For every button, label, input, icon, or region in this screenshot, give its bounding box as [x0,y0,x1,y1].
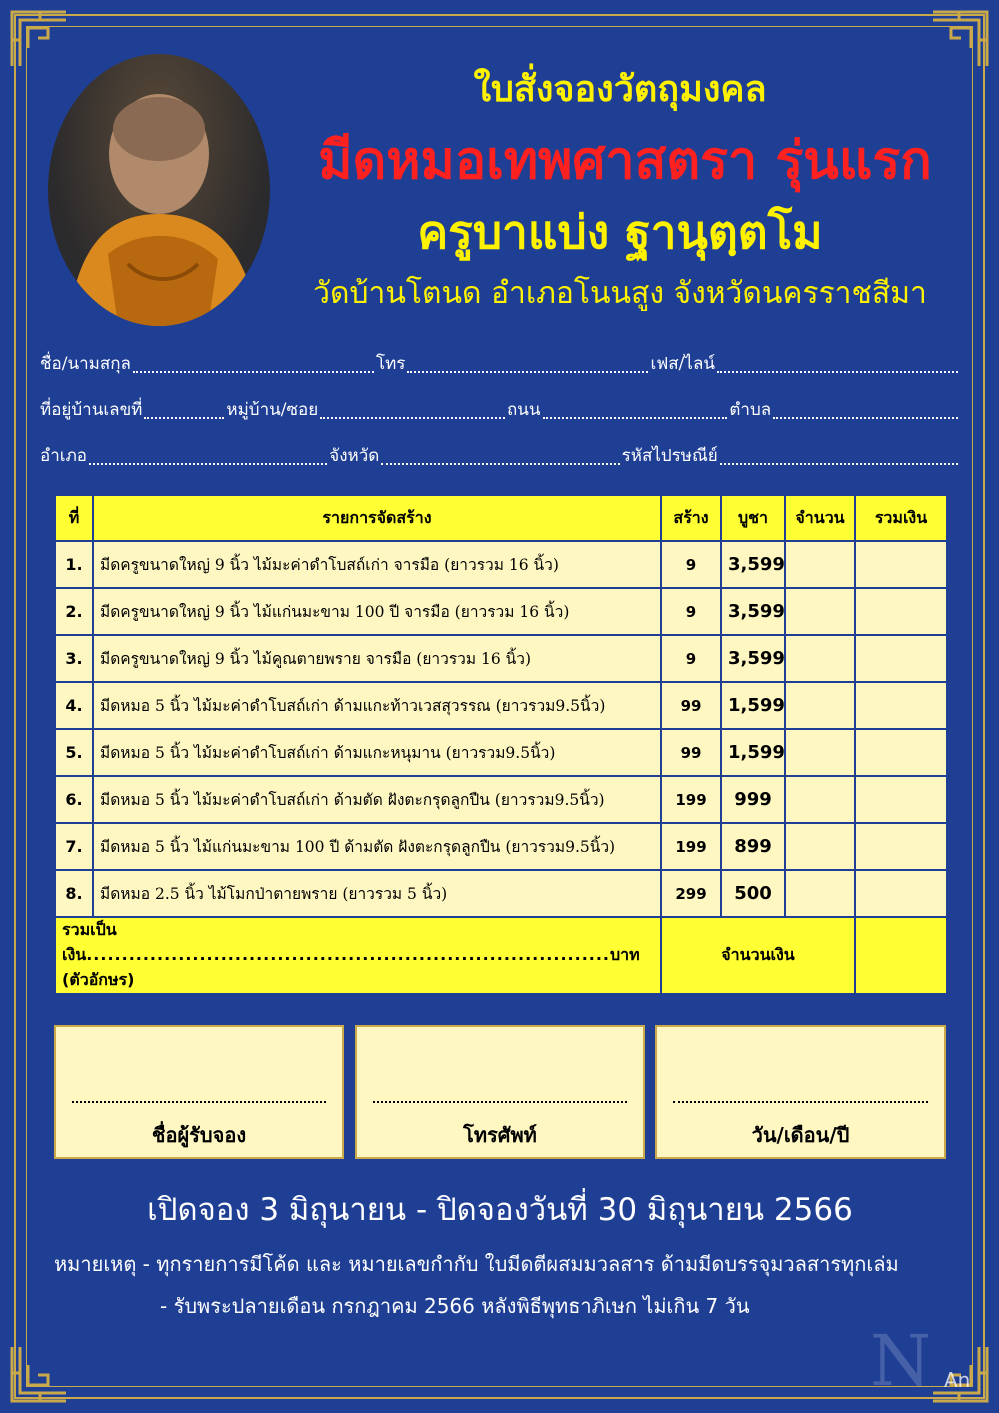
product-title: มีดหมอเทพศาสตรา รุ่นแรก [318,131,932,191]
postcode-label: รหัสไปรษณีย์ [621,446,718,466]
row-no: 4. [55,682,93,729]
row-no: 7. [55,823,93,870]
table-row [55,541,947,588]
header-made: สร้าง [661,495,721,541]
monk-portrait [48,54,270,326]
total-text-cell[interactable]: รวมเป็นเงิน..........................................................................บาท (ตัวอักษร) [55,917,661,994]
province-field[interactable] [381,463,619,465]
road-label: ถนน [507,400,541,420]
row-price: 3,599 [721,588,785,635]
receiver-signature-box[interactable] [54,1025,344,1159]
order-table [54,494,948,995]
watermark-logo: N [870,1320,932,1402]
row-made: 9 [661,541,721,588]
header-quantity: จำนวน [785,495,855,541]
booking-period: เปิดจอง 3 มิถุนายน - ปิดจองวันที่ 30 มิถุนายน 2566 [147,1192,853,1228]
row-no: 1. [55,541,93,588]
temple-address: วัดบ้านโตนด อำเภอโนนสูง จังหวัดนครราชสีมา [313,276,927,311]
table-header-row [55,495,947,541]
header-no: ที่ [55,495,93,541]
row-total-cell[interactable] [855,682,947,729]
row-total-cell[interactable] [855,729,947,776]
province-label: จังหวัด [329,446,380,466]
header-price: บูชา [721,495,785,541]
signature-line [373,1101,627,1103]
signature-line [673,1101,928,1103]
row-total-cell[interactable] [855,776,947,823]
row-total-cell[interactable] [855,635,947,682]
row-quantity-cell[interactable] [785,729,855,776]
row-made: 9 [661,635,721,682]
subdistrict-label: ตำบล [729,400,772,420]
watermark-text: An [944,1368,971,1392]
phone-caption: โทรศัพท์ [463,1123,537,1147]
row-price: 3,599 [721,541,785,588]
monk-name: ครูบาแบ่ง ฐานุตฺตโม [417,205,823,259]
name-label: ชื่อ/นามสกุล [40,354,131,374]
table-row [55,635,947,682]
row-total-cell[interactable] [855,541,947,588]
header-item: รายการจัดสร้าง [93,495,661,541]
row-made: 99 [661,729,721,776]
row-quantity-cell[interactable] [785,870,855,917]
table-row [55,776,947,823]
row-price: 1,599 [721,682,785,729]
date-signature-box[interactable] [655,1025,946,1159]
row-made: 299 [661,870,721,917]
row-no: 2. [55,588,93,635]
row-no: 8. [55,870,93,917]
row-made: 199 [661,776,721,823]
form-row-address [40,396,960,423]
road-field[interactable] [543,417,728,419]
corner-ornament-icon [8,8,70,70]
corner-ornament-icon [8,1343,70,1405]
address-label: ที่อยู่บ้านเลขที่ [40,400,143,420]
phone-label: โทร [375,354,406,374]
amount-label: จำนวนเงิน [661,917,855,994]
row-price: 500 [721,870,785,917]
row-made: 9 [661,588,721,635]
table-row [55,729,947,776]
row-quantity-cell[interactable] [785,776,855,823]
village-label: หมู่บ้าน/ซอย [226,400,319,420]
village-field[interactable] [320,417,505,419]
phone-signature-box[interactable] [355,1025,645,1159]
row-price: 1,599 [721,729,785,776]
form-row-name [40,350,960,377]
row-no: 5. [55,729,93,776]
subdistrict-field[interactable] [773,417,958,419]
total-label: รวมเป็นเงิน [62,920,117,964]
row-total-cell[interactable] [855,588,947,635]
postcode-field[interactable] [720,463,958,465]
facebook-field[interactable] [717,371,958,373]
amount-value-cell[interactable] [855,917,947,994]
document-title: ใบสั่งจองวัตถุมงคล [473,69,767,110]
date-caption: วัน/เดือน/ปี [751,1123,850,1147]
table-total-row [55,917,947,994]
table-row [55,588,947,635]
row-no: 6. [55,776,93,823]
name-field[interactable] [133,371,374,373]
row-item: มีดหมอ 5 นิ้ว ไม้แก่นมะขาม 100 ปี ด้ามตัด ฝังตะกรุดลูกปืน (ยาวรวม9.5นิ้ว) [93,823,661,870]
table-row [55,870,947,917]
row-item: มีดหมอ 5 นิ้ว ไม้มะค่าดำโบสถ์เก่า ด้ามตัด ฝังตะกรุดลูกปืน (ยาวรวม9.5นิ้ว) [93,776,661,823]
row-quantity-cell[interactable] [785,823,855,870]
row-made: 199 [661,823,721,870]
row-price: 3,599 [721,635,785,682]
row-price: 899 [721,823,785,870]
row-quantity-cell[interactable] [785,682,855,729]
row-price: 999 [721,776,785,823]
district-field[interactable] [89,463,327,465]
row-item: มีดหมอ 5 นิ้ว ไม้มะค่าดำโบสถ์เก่า ด้ามแกะหนุมาน (ยาวรวม9.5นิ้ว) [93,729,661,776]
row-no: 3. [55,635,93,682]
form-row-district [40,442,960,469]
row-total-cell[interactable] [855,823,947,870]
facebook-label: เฟส/ไลน์ [650,354,715,374]
receiver-caption: ชื่อผู้รับจอง [151,1123,247,1147]
row-item: มีดครูขนาดใหญ่ 9 นิ้ว ไม้มะค่าดำโบสถ์เก่า จารมือ (ยาวรวม 16 นิ้ว) [93,541,661,588]
row-made: 99 [661,682,721,729]
row-quantity-cell[interactable] [785,588,855,635]
row-quantity-cell[interactable] [785,541,855,588]
table-row [55,682,947,729]
district-label: อำเภอ [40,446,87,466]
row-item: มีดครูขนาดใหญ่ 9 นิ้ว ไม้คูณตายพราย จารมือ (ยาวรวม 16 นิ้ว) [93,635,661,682]
note-line-1: หมายเหตุ - ทุกรายการมีโค้ด และ หมายเลขกำกับ ใบมีดตีผสมมวลสาร ด้ามมีดบรรจุมวลสารทุกเล่ม [54,1252,899,1276]
address-field[interactable] [144,417,224,419]
table-row [55,823,947,870]
header-total: รวมเงิน [855,495,947,541]
row-quantity-cell[interactable] [785,635,855,682]
note-line-2: - รับพระปลายเดือน กรกฎาคม 2566 หลังพิธีพุทธาภิเษก ไม่เกิน 7 วัน [160,1294,750,1318]
row-total-cell[interactable] [855,870,947,917]
row-item: มีดครูขนาดใหญ่ 9 นิ้ว ไม้แก่นมะขาม 100 ปี จารมือ (ยาวรวม 16 นิ้ว) [93,588,661,635]
phone-field[interactable] [407,371,648,373]
total-suffix: บาท (ตัวอักษร) [62,945,640,989]
row-item: มีดหมอ 2.5 นิ้ว ไม้โมกป่าตายพราย (ยาวรวม 5 นิ้ว) [93,870,661,917]
row-item: มีดหมอ 5 นิ้ว ไม้มะค่าดำโบสถ์เก่า ด้ามแกะท้าวเวสสุวรรณ (ยาวรวม9.5นิ้ว) [93,682,661,729]
signature-line [72,1101,326,1103]
